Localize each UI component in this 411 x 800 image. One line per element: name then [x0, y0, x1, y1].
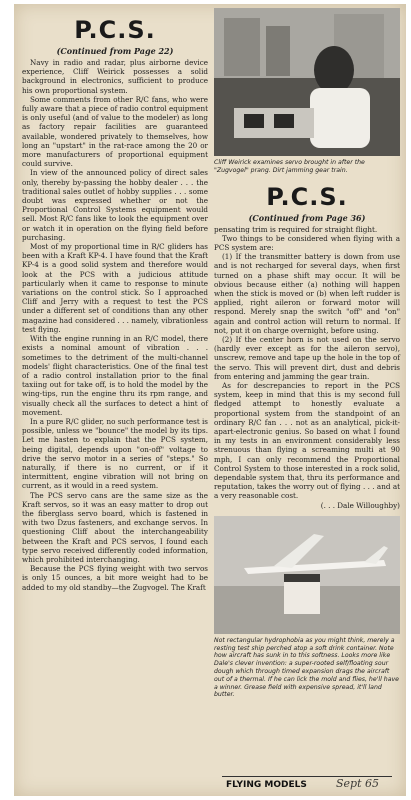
- photo1-caption: Cliff Weirick examines servo brought in after the "Zugvogel" prang. Dirt jamming gear train.: [214, 159, 365, 174]
- paragraph: The PCS servo cans are the same size as the Kraft servos, so it was an easy matter to drop out the fiberglass servo board, which is fastened in with two Dzus fasteners, and exchange servos. In questioning Cliff about the interchangeability between the Kraft and PCS servos, I found each type servo received differently coded information, which prohibited interchanging.: [22, 490, 208, 564]
- page-footer: [222, 776, 392, 793]
- left-article-body: [22, 58, 208, 592]
- paragraph: (1) If the transmitter battery is down from use and is not recharged for several days, when first turned on a phase shift may occur. It will be obvious because either (a) nothing will happen when the stick is moved or (b) when left rudder is applied, right aileron or forward motor will respond. Merely snap the switch "off" and "on" again and control action will return to normal. If not, put it on charge overnight, before using.: [214, 252, 400, 335]
- left-column: [22, 8, 208, 592]
- paragraph: Some comments from other R/C fans, who were fully aware that a piece of radio control equipment is only useful (and of value to the modeler) as long as factory repair facilities are guaranteed available, wondered privately to themselves, how long an "upstart" in the rat-race among the 20 or more manufacturers of proportional equipment could survive.: [22, 94, 208, 169]
- paragraph: In a pure R/C glider, no such performance test is possible, unless we "bounce" the model by its tips. Let me hasten to explain that the PCS system, being digital, depends upon "on-off" voltage to drive the servo motor in a series of "steps." So naturally, if there is no current, or if it intermittent, engine vibration will not bring on current, as it would in a reed system.: [22, 416, 208, 491]
- article-heading-right: P.C.S.: [266, 182, 348, 211]
- paragraph: As for descrepancies to report in the PCS system, keep in mind that this is my second full fledged attempt to honestly evaluate a proportional system from the standpoint of an ordinary R/C fan . . . not as an analytical, pick-it-apart-electronic genius. So based on what I found in my tests in an environment considerably less strenuous than flying a screaming multi at 90 mph, I can only recommend the Proportional Control System to those interested in a rock solid, dependable system that, thru its performance and reputation, takes the worry out of flying . . . and at a very reasonable cost.: [214, 381, 400, 501]
- article-heading-left: P.C.S.: [74, 16, 156, 44]
- paragraph: Navy in radio and radar, plus airborne device experience, Cliff Weirick possesses a solid background in electronics, sufficient to produce his own proportional system.: [22, 58, 208, 95]
- paragraph: pensating trim is required for straight flight.: [214, 224, 378, 234]
- photo2-caption: Not rectangular hydrophobia as you might think, merely a resting test ship perched atop a soft drink container. Note how aircraft has sunk in to this softness. Looks more like Dale's clever invention: a super-rooted self/floating sour dough which through timed expansion drags the aircraft out of a thermal. If he can lick the mold and flies, he'll have a winner. Grease field with expensive spread, it'll land butter.: [214, 636, 399, 699]
- paragraph: (2) If the center horn is not used on the servo (hardly ever except as for the aileron servo), unscrew, remove and tape up the hole in the top of the servo. This will prevent dirt, dust and debris from entering and jamming the gear train.: [214, 335, 400, 381]
- photo-glider-illustration: [214, 516, 400, 634]
- photo-servo-inspection-illustration: [214, 8, 400, 156]
- paragraph: In view of the announced policy of direct sales only, thereby by-passing the hobby dealer . . . the traditional sales outlet of hobby supplies . . . some doubt was expressed whether or not the Proportional Control Systems equipment would sell. Most R/C fans like to look the equipment over or watch it in operation on the flying field before purchasing.: [22, 168, 208, 242]
- photo-servo-inspection: [214, 8, 400, 156]
- right-article-body: [214, 225, 400, 510]
- continued-note-left: (Continued from Page 22): [56, 46, 174, 56]
- paragraph: Two things to be considered when flying with a PCS system are:: [214, 233, 400, 252]
- continued-note-right: (Continued from Page 36): [248, 212, 366, 223]
- paragraph: Because the PCS flying weight with two servos is only 15 ounces, a bit more weight had to be added to my old standby—the Zugvogel. The Kraft: [22, 564, 208, 592]
- byline: (. . . Dale Willoughby): [320, 500, 400, 510]
- paragraph: With the engine running in an R/C model, there exists a nominal amount of vibration . . . sometimes to the detriment of the multi-channel models' flight characteristics. One of the final test of a radio control installation prior to the final taxiing out for take off, is to hold the model by the wing-tips, run the engine thru its rpm range, and visually check all the surfaces to detect a hint of movement.: [22, 334, 208, 417]
- handwritten-date-note: Sept 65: [336, 777, 380, 790]
- photo-glider-test-ship: [214, 516, 400, 634]
- magazine-page: [14, 4, 406, 796]
- right-column: [214, 8, 400, 699]
- paragraph: Most of my proportional time in R/C gliders has been with a Kraft KP-4. I have found that the Kraft KP-4 is a good solid system and therefore would look at the PCS with a judicious attitude particularly when it came to response to minute variations on the control stick. So I approached Cliff and Jerry with a request to test the PCS under a different set of conditions than any other magazine had considered . . . namely, vibrationless test flying.: [22, 242, 208, 334]
- magazine-title: FLYING MODELS: [226, 780, 307, 790]
